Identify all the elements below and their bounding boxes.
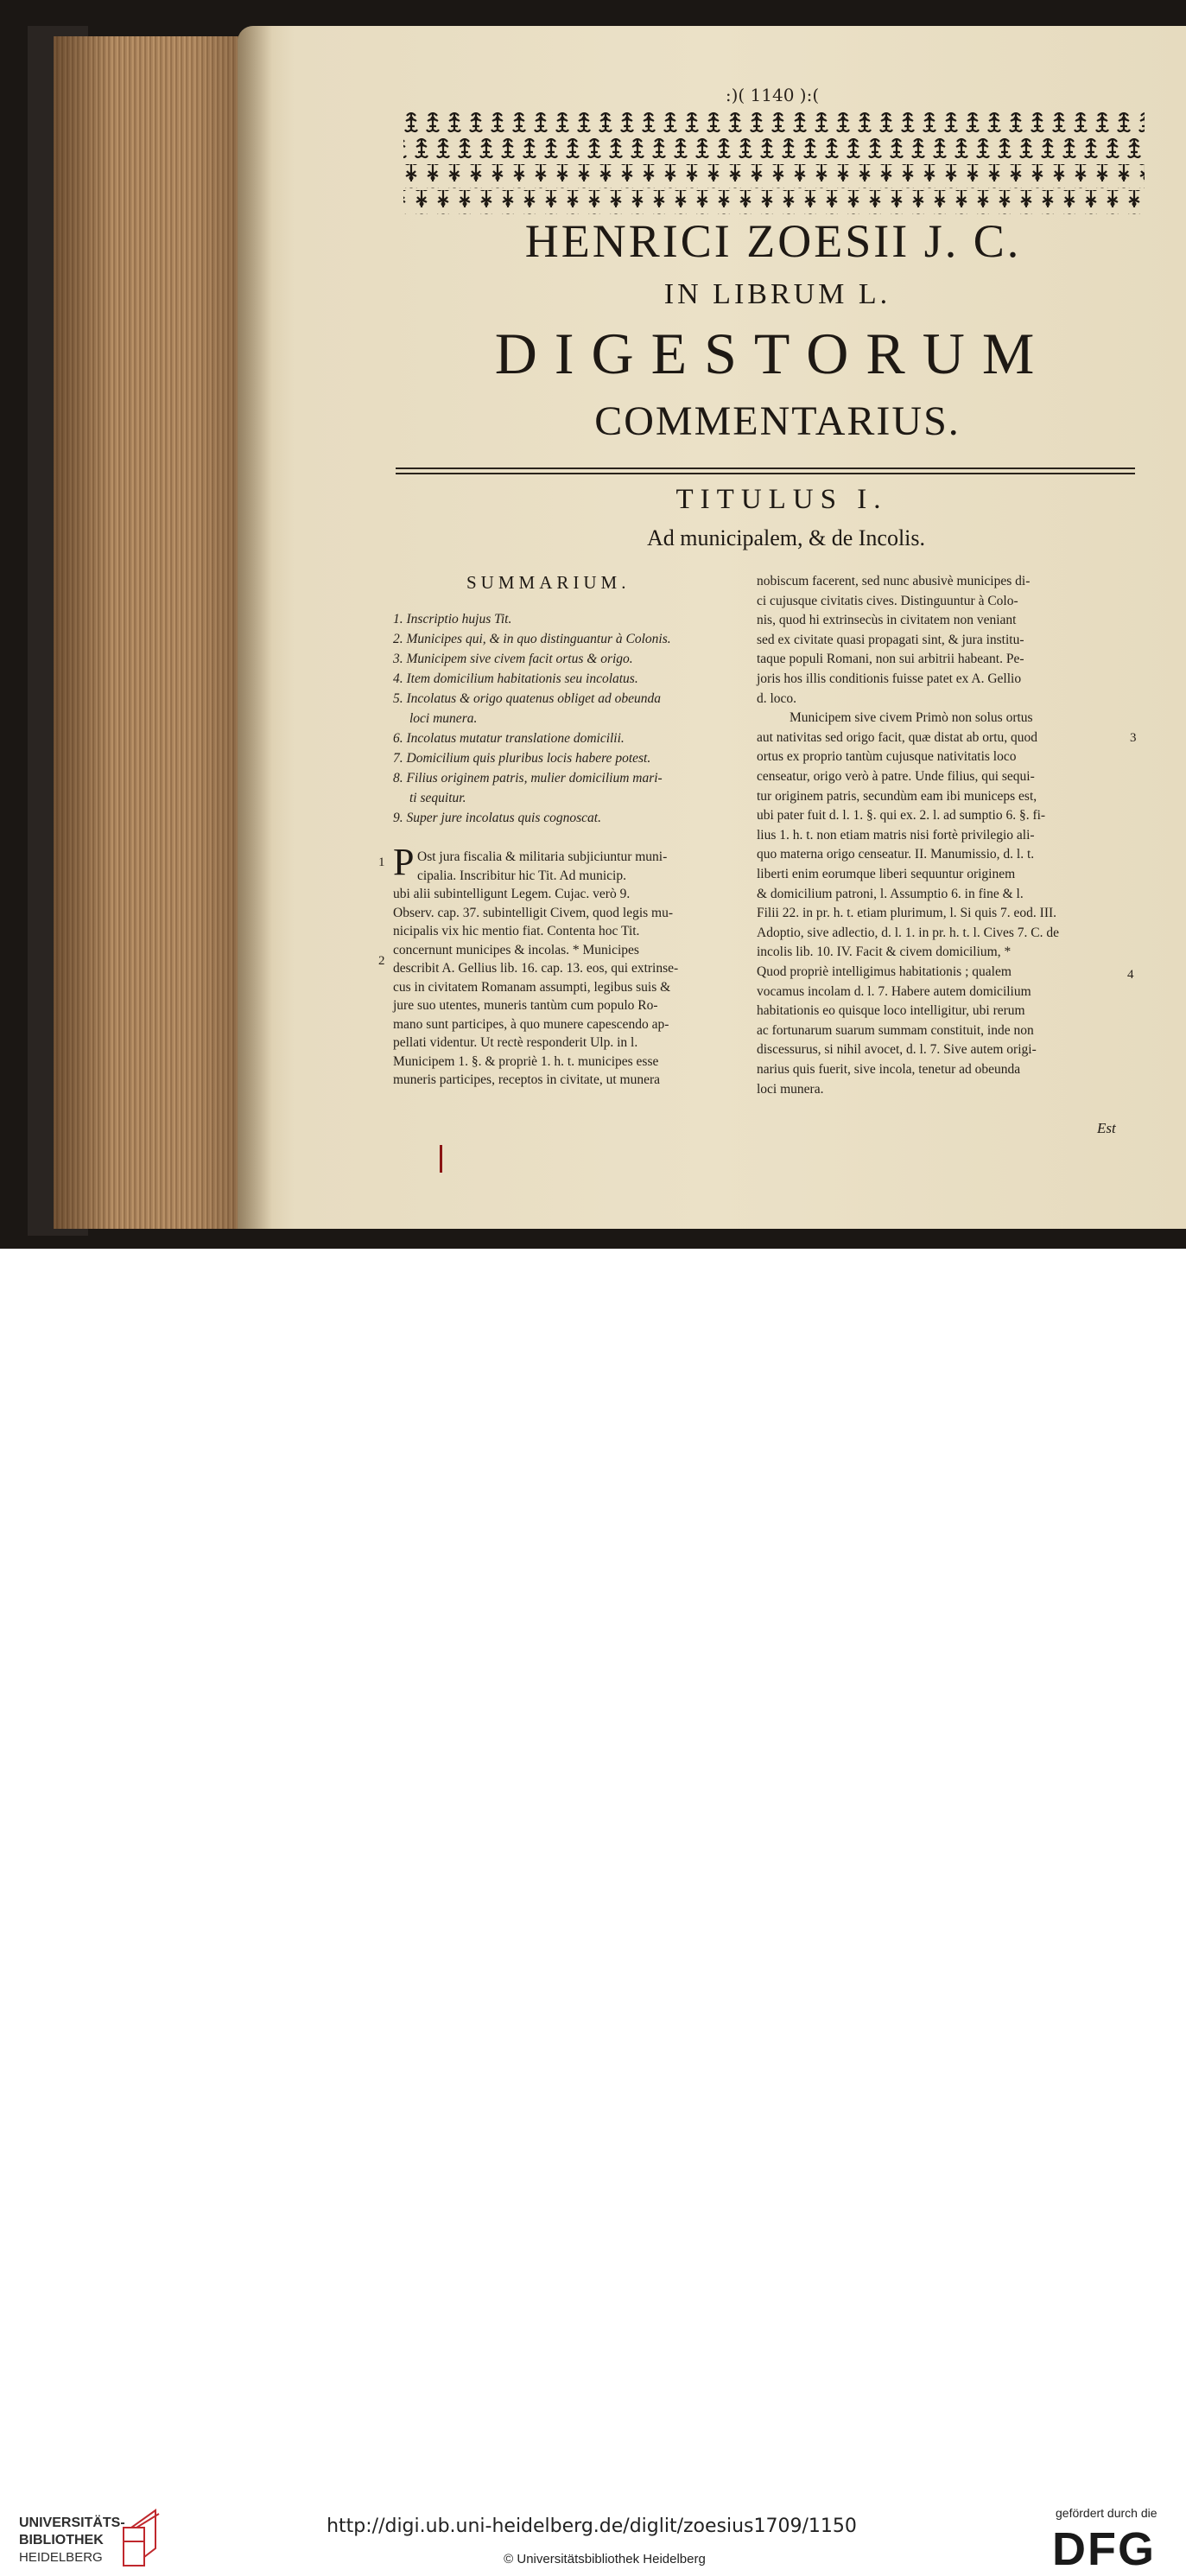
drop-cap: P bbox=[393, 841, 415, 883]
library-logo-icon bbox=[121, 2507, 162, 2569]
body-line: liberti enim eorumque liberi sequuntur originem bbox=[757, 867, 1016, 881]
library-name-line3: HEIDELBERG bbox=[19, 2550, 103, 2565]
book-scan bbox=[0, 0, 1186, 1249]
summarium-item: 6. Incolatus mutatur translatione domicilii. bbox=[393, 731, 625, 746]
page-edges-shade bbox=[54, 36, 252, 1229]
summarium-item: 9. Super jure incolatus quis cognoscat. bbox=[393, 811, 601, 825]
divider-rule-top bbox=[396, 467, 1135, 469]
margin-note: 1 bbox=[378, 855, 385, 869]
body-line: discessurus, si nihil avocet, d. l. 7. Sive autem origi- bbox=[757, 1042, 1037, 1058]
summarium-item: 8. Filius originem patris, mulier domicilium mari- bbox=[393, 771, 663, 786]
page-gutter bbox=[238, 26, 272, 1229]
summarium-item: 1. Inscriptio hujus Tit. bbox=[393, 612, 512, 627]
body-line: ac fortunarum suarum summam constituit, inde non bbox=[757, 1022, 1034, 1038]
dfg-logo: DFG bbox=[1052, 2523, 1156, 2575]
library-name-line2: BIBLIOTHEK bbox=[19, 2533, 104, 2547]
library-name-line1: UNIVERSITÄTS- bbox=[19, 2516, 125, 2530]
title-book: IN LIBRUM L. bbox=[663, 278, 891, 310]
body-line: muneris participes, receptos in civitate, ut munera bbox=[393, 1072, 661, 1087]
summarium-heading: SUMMARIUM. bbox=[466, 572, 631, 593]
page-number: :)( 1140 ):( bbox=[725, 85, 820, 105]
body-line: narius quis fuerit, sive incola, tenetur ad obeunda bbox=[757, 1062, 1021, 1077]
body-line: Adoptio, sive adlectio, d. l. 1. in pr. h. t. l. Cives 7. C. de bbox=[757, 925, 1060, 940]
body-line: incolis lib. 10. IV. Facit & civem domicilium, * bbox=[757, 945, 1012, 960]
summarium-item: 7. Domicilium quis pluribus locis habere potest. bbox=[393, 751, 651, 766]
body-line: nobiscum facerent, sed nunc abusivè municipes di- bbox=[757, 574, 1031, 588]
body-line: cus in civitatem Romanam assumpti, legibus suis & bbox=[393, 979, 671, 995]
summarium-item: 2. Municipes qui, & in quo distinguantur à Colonis. bbox=[393, 632, 671, 646]
sponsor-text: gefördert durch die bbox=[1056, 2506, 1157, 2520]
margin-note: 2 bbox=[378, 954, 385, 968]
catchword: Est bbox=[1097, 1120, 1116, 1136]
divider-rule-bottom bbox=[396, 473, 1135, 474]
title-author: HENRICI ZOESII J. C. bbox=[524, 215, 1022, 267]
body-line: vocamus incolam d. l. 7. Habere autem domicilium bbox=[757, 983, 1031, 999]
body-line: sed ex civitate quasi propagati sint, & jura institu- bbox=[757, 632, 1024, 647]
permalink-url[interactable]: http://digi.ub.uni-heidelberg.de/diglit/zoesius1709/1150 bbox=[327, 2516, 857, 2537]
body-line: taque populi Romani, non sui arbitrii habeant. Pe- bbox=[757, 652, 1024, 667]
body-line: nicipalis vix hic mentio fiat. Contenta hoc Tit. bbox=[393, 924, 640, 938]
body-line: lius 1. h. t. non etiam matris nisi fortè privilegio ali- bbox=[757, 827, 1035, 843]
title-commentarius: COMMENTARIUS. bbox=[594, 398, 961, 444]
body-line: ubi alii subintelligunt Legem. Cujac. verò 9. bbox=[393, 887, 631, 901]
body-line: mano sunt participes, à quo munere capescendo ap- bbox=[393, 1016, 669, 1032]
body-line: habitationis eo quisque loco intelligitur, ubi rerum bbox=[757, 1003, 1025, 1019]
body-line: Quod propriè intelligimus habitationis ; qualem bbox=[757, 964, 1012, 979]
body-line: Filii 22. in pr. h. t. etiam plurimum, l. Si quis 7. eod. III. bbox=[757, 906, 1057, 921]
body-line: Ost jura fiscalia & militaria subjiciuntur muni- bbox=[417, 849, 668, 864]
body-line: jure suo utentes, muneris tantùm cum populo Ro- bbox=[393, 998, 658, 1013]
body-line: ortus ex proprio tantùm cujusque nativitatis loco bbox=[757, 749, 1017, 765]
body-line: aut nativitas sed origo facit, quæ distat ab ortu, quod bbox=[757, 729, 1038, 745]
body-line: concernunt municipes & incolas. * Municipes bbox=[393, 942, 639, 957]
body-line: d. loco. bbox=[757, 690, 797, 706]
summarium-item: ti sequitur. bbox=[409, 791, 466, 805]
body-line: nis, quod hi extrinsecùs in civitatem non veniant bbox=[757, 613, 1017, 628]
body-line: describit A. Gellius lib. 16. cap. 13. eos, qui extrinse- bbox=[393, 961, 679, 976]
summarium-item: 4. Item domicilium habitationis seu incolatus. bbox=[393, 671, 638, 686]
body-line: joris hos illis conditionis fuisse patet ex A. Gellio bbox=[757, 671, 1022, 686]
section-title: TITULUS I. bbox=[675, 484, 888, 515]
body-line: pellati videntur. Ut rectè responderit Ulp. in l. bbox=[393, 1035, 638, 1050]
section-subtitle: Ad municipalem, & de Incolis. bbox=[646, 525, 926, 550]
body-line: loci munera. bbox=[757, 1081, 824, 1097]
footer-bar bbox=[0, 1249, 1186, 2575]
copyright-notice: © Universitätsbibliothek Heidelberg bbox=[504, 2552, 706, 2566]
body-line: Municipem sive civem Primò non solus ortus bbox=[790, 710, 1033, 726]
body-line: ubi pater fuit d. l. 1. §. qui ex. 2. l. ad sumptio 6. §. fi- bbox=[757, 808, 1046, 824]
body-line: tur originem patris, secundùm eam ibi municeps est, bbox=[757, 788, 1037, 804]
title-digestorum: DIGESTORUM bbox=[494, 321, 1052, 386]
body-line: ci cujusque civitatis cives. Distinguuntur à Colo- bbox=[757, 593, 1018, 608]
body-line: cipalia. Inscribitur hic Tit. Ad municip. bbox=[417, 868, 626, 883]
summarium-item: loci munera. bbox=[409, 711, 478, 726]
margin-note: 3 bbox=[1130, 731, 1137, 745]
red-ribbon-mark bbox=[440, 1145, 442, 1173]
body-line: Observ. cap. 37. subintelligit Civem, quod legis mu- bbox=[393, 905, 674, 920]
summarium-item: 3. Municipem sive civem facit ortus & origo. bbox=[393, 652, 633, 666]
ornament-border bbox=[403, 109, 1145, 218]
body-line: Municipem 1. §. & propriè 1. h. t. municipes esse bbox=[393, 1053, 659, 1069]
margin-note: 4 bbox=[1127, 968, 1134, 982]
summarium-item: 5. Incolatus & origo quatenus obliget ad obeunda bbox=[393, 691, 661, 706]
body-line: & domicilium patroni, l. Assumptio 6. in fine & l. bbox=[757, 886, 1024, 901]
body-line: quo materna origo censeatur. II. Manumissio, d. l. t. bbox=[757, 847, 1035, 862]
body-line: censeatur, origo verò à patre. Unde filius, qui sequi- bbox=[757, 769, 1035, 784]
